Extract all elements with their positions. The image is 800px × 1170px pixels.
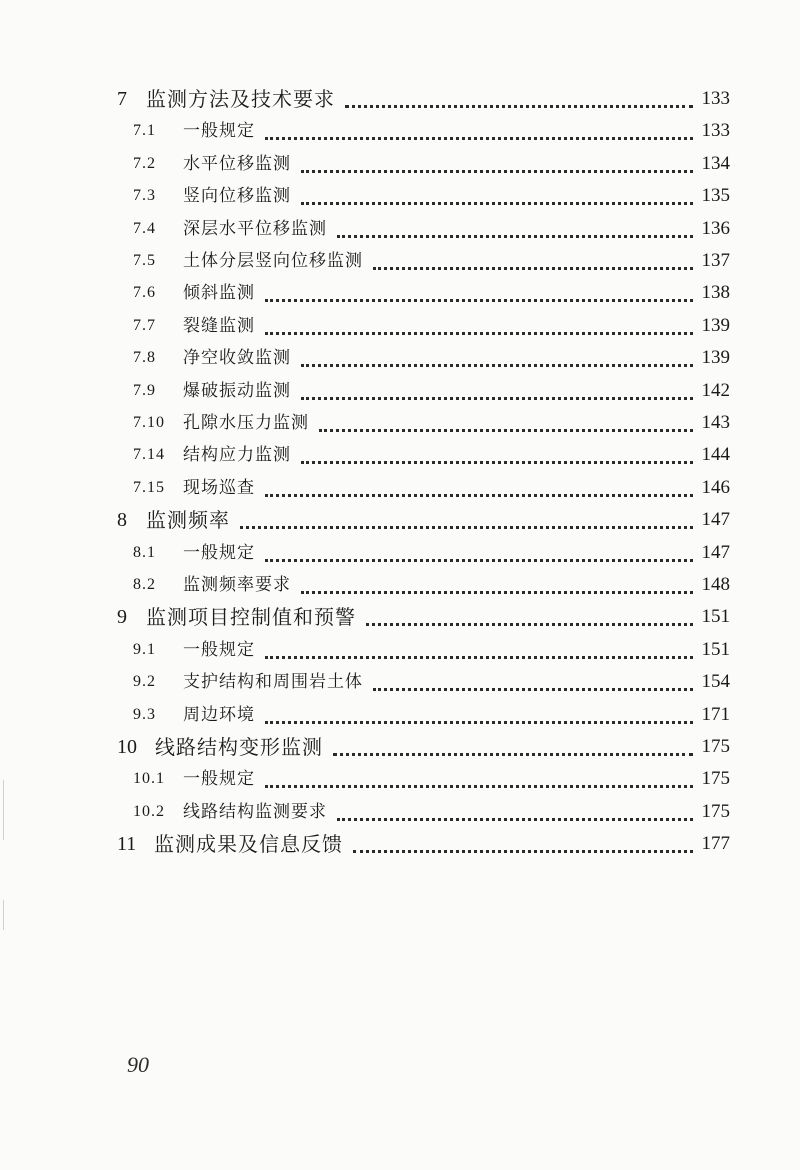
page-number: 90: [127, 1052, 149, 1077]
toc-dot-leader: [265, 656, 693, 659]
toc-entry-page: 133: [701, 88, 730, 109]
toc-entry-number: 8.1: [133, 543, 156, 561]
toc-dot-leader: [373, 267, 693, 270]
scan-edge-mark: [3, 780, 4, 840]
toc-section-entry[interactable]: [0, 115, 800, 147]
toc-entry-page: 133: [701, 120, 730, 142]
toc-dot-leader: [240, 526, 693, 529]
toc-entry-number: 9.1: [133, 640, 156, 658]
toc-entry-page: 175: [701, 800, 730, 822]
toc-entry-number: 8.2: [133, 576, 156, 593]
toc-entry-number: 10.2: [133, 802, 165, 820]
toc-entry-page: 143: [701, 412, 730, 433]
toc-dot-leader: [301, 170, 693, 173]
toc-section-entry[interactable]: [0, 148, 800, 180]
toc-entry-title: 监测成果及信息反馈: [154, 832, 343, 857]
toc-dot-leader: [301, 202, 693, 205]
toc-dot-leader: [265, 494, 693, 497]
toc-entry-title: 一般规定: [183, 639, 255, 660]
toc-section-entry[interactable]: [0, 375, 800, 407]
toc-chapter-entry[interactable]: [0, 601, 800, 633]
toc-entry-number: 7.3: [133, 187, 156, 205]
toc-section-entry[interactable]: [0, 537, 800, 569]
toc-entry-title: 倾斜监测: [183, 283, 255, 304]
toc-section-entry[interactable]: [0, 180, 800, 212]
toc-section-entry[interactable]: [0, 796, 800, 828]
toc-entry-number: 7.14: [133, 446, 165, 464]
toc-dot-leader: [353, 850, 693, 853]
toc-entry-page: 138: [701, 282, 730, 304]
toc-entry-title: 一般规定: [183, 121, 255, 142]
toc-section-entry[interactable]: [0, 472, 800, 504]
toc-entry-title: 线路结构监测要求: [183, 801, 327, 822]
toc-entry-number: 7.1: [133, 122, 156, 140]
toc-dot-leader: [337, 818, 693, 821]
toc-chapter-entry[interactable]: [0, 828, 800, 860]
toc-entry-number: 7: [117, 88, 127, 110]
toc-entry-title: 一般规定: [183, 542, 255, 563]
toc-entry-page: 146: [701, 476, 730, 498]
toc-section-entry[interactable]: [0, 277, 800, 309]
toc-entry-number: 7.2: [133, 154, 156, 172]
toc-entry-page: 151: [701, 606, 730, 628]
toc-dot-leader: [301, 461, 693, 464]
toc-section-entry[interactable]: [0, 634, 800, 666]
toc-entry-page: 139: [701, 347, 730, 369]
toc-section-entry[interactable]: [0, 245, 800, 277]
toc-chapter-entry[interactable]: [0, 504, 800, 536]
scan-edge-mark: [3, 900, 4, 930]
toc-entry-number: 7.4: [133, 219, 156, 237]
toc-entry-title: 结构应力监测: [183, 445, 291, 466]
toc-entry-title: 线路结构变形监测: [155, 735, 323, 759]
toc-entry-page: 147: [701, 509, 730, 531]
toc-entry-page: 136: [701, 217, 730, 239]
toc-dot-leader: [265, 721, 693, 724]
toc-entry-page: 147: [701, 541, 730, 563]
toc-entry-title: 竖向位移监测: [183, 186, 291, 207]
toc-dot-leader: [301, 364, 693, 367]
toc-entry-title: 监测频率: [146, 508, 230, 533]
toc-entry-page: 142: [701, 379, 730, 401]
toc-section-entry[interactable]: [0, 342, 800, 374]
toc-entry-title: 监测频率要求: [183, 575, 291, 595]
toc-entry-title: 土体分层竖向位移监测: [183, 251, 363, 271]
toc-section-entry[interactable]: [0, 310, 800, 342]
toc-entry-title: 监测项目控制值和预警: [146, 605, 356, 630]
toc-dot-leader: [265, 137, 693, 140]
toc-entry-title: 水平位移监测: [183, 153, 291, 174]
toc-entry-title: 深层水平位移监测: [183, 218, 327, 239]
toc-dot-leader: [345, 105, 693, 108]
toc-entry-page: 148: [701, 574, 730, 595]
toc-entry-number: 7.5: [133, 252, 156, 269]
toc-dot-leader: [265, 299, 693, 302]
toc-entry-page: 175: [701, 768, 730, 790]
toc-dot-leader: [373, 688, 693, 691]
toc-dot-leader: [301, 397, 693, 400]
toc-entry-title: 现场巡查: [183, 477, 255, 498]
toc-entry-page: 151: [701, 638, 730, 660]
toc-entry-title: 裂缝监测: [183, 315, 255, 336]
toc-section-entry[interactable]: [0, 407, 800, 439]
toc-entry-page: 177: [701, 833, 730, 855]
toc-dot-leader: [265, 332, 693, 335]
toc-section-entry[interactable]: [0, 213, 800, 245]
toc-dot-leader: [319, 429, 693, 432]
toc-entry-page: 154: [701, 671, 730, 693]
toc-chapter-entry[interactable]: [0, 83, 800, 115]
toc-dot-leader: [366, 623, 693, 626]
toc-entry-number: 10: [117, 736, 137, 758]
toc-section-entry[interactable]: [0, 699, 800, 731]
toc-entry-number: 7.7: [133, 316, 156, 334]
toc-entry-title: 净空收敛监测: [183, 348, 291, 369]
toc-entry-number: 7.15: [133, 478, 165, 496]
toc-dot-leader: [337, 235, 693, 238]
toc-section-entry[interactable]: [0, 666, 800, 698]
toc-entry-title: 爆破振动监测: [183, 380, 291, 401]
toc-entry-number: 7.10: [133, 414, 165, 431]
toc-entry-page: 139: [701, 314, 730, 336]
toc-dot-leader: [333, 753, 693, 756]
toc-chapter-entry[interactable]: [0, 731, 800, 763]
toc-entry-title: 孔隙水压力监测: [183, 413, 309, 433]
toc-section-entry[interactable]: [0, 763, 800, 795]
toc-entry-page: 137: [701, 250, 730, 271]
toc-entry-title: 一般规定: [183, 769, 255, 790]
toc-entry-title: 周边环境: [183, 704, 255, 725]
toc-entry-number: 11: [117, 833, 137, 856]
toc-entry-page: 144: [701, 444, 730, 466]
toc-section-entry[interactable]: [0, 439, 800, 471]
toc-entry-number: 7.8: [133, 349, 156, 367]
toc-entry-number: 9.2: [133, 673, 156, 691]
toc-entry-number: 7.6: [133, 284, 156, 302]
toc-entry-title: 支护结构和周围岩土体: [183, 672, 363, 693]
toc-entry-page: 171: [701, 703, 730, 725]
toc-entry-number: 10.1: [133, 770, 165, 788]
toc-section-entry[interactable]: [0, 569, 800, 601]
toc-dot-leader: [265, 559, 693, 562]
toc-dot-leader: [301, 591, 693, 594]
toc-entry-number: 9: [117, 606, 127, 629]
toc-entry-number: 9.3: [133, 705, 156, 723]
toc-entry-number: 8: [117, 509, 127, 532]
toc-entry-page: 134: [701, 152, 730, 174]
toc-entry-number: 7.9: [133, 381, 156, 399]
toc-dot-leader: [265, 785, 693, 788]
toc-entry-title: 监测方法及技术要求: [146, 87, 335, 111]
toc-entry-page: 175: [701, 736, 730, 757]
toc-entry-page: 135: [701, 185, 730, 207]
